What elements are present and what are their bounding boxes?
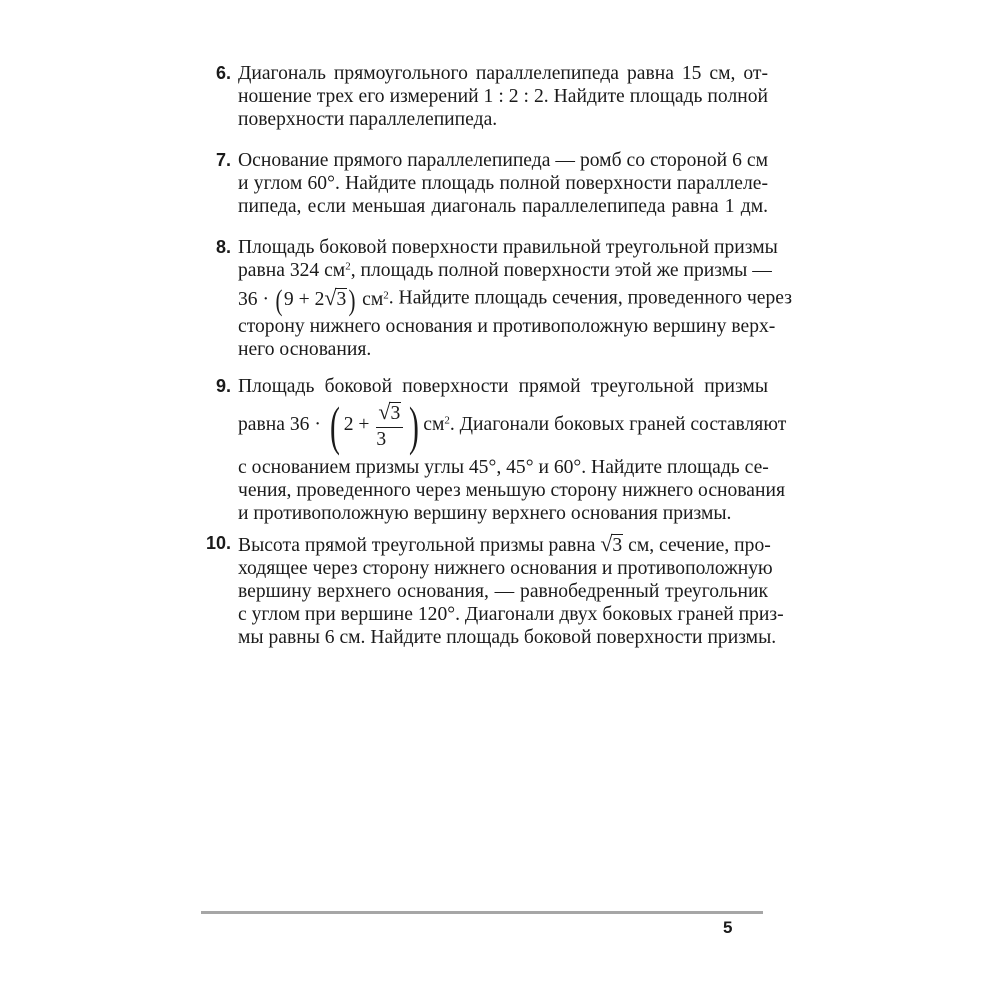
problem-number: 9. [215, 376, 231, 396]
problem-number: 7. [215, 150, 231, 170]
formula-term: 9 + 2 [283, 289, 325, 310]
problem-text-line: ношение трех его измерений 1 : 2 : 2. Найдите площадь полной [238, 86, 768, 107]
square-root [324, 282, 347, 315]
page-number: 5 [723, 918, 733, 937]
open-paren: ( [275, 283, 283, 317]
open-paren: ( [329, 395, 340, 456]
problem-number: 8. [215, 237, 231, 257]
formula-expression [238, 395, 450, 456]
problem-text-line: поверхности параллелепипеда. [238, 109, 498, 130]
text-fragment: , площадь полной поверхности этой же призмы — [350, 260, 772, 281]
text-fragment: Высота прямой треугольной призмы равна [238, 535, 601, 556]
superscript: 2 [444, 414, 450, 427]
problem-text-line: Площадь боковой поверхности прямой треугольной призмы [238, 376, 768, 397]
problem-6 [215, 62, 768, 131]
problem-7 [215, 149, 768, 218]
coefficient: 36 · [238, 289, 274, 310]
problem-text-line: Диагональ прямоугольного параллелепипеда равна 15 см, от- [238, 63, 768, 84]
problem-text-line: ходящее через сторону нижнего основания и противоположную [238, 558, 773, 579]
problem-number: 6. [215, 63, 231, 83]
formula-line [238, 282, 792, 317]
close-paren: ) [348, 283, 356, 317]
text-fragment: равна 36 · [238, 414, 326, 436]
fraction-numerator [376, 401, 403, 428]
problem-9 [215, 375, 787, 525]
problem-text-line: вершину верхнего основания, — равнобедренный треугольник [238, 581, 768, 602]
radicand: 3 [612, 535, 623, 556]
problem-8 [215, 236, 792, 361]
formula-line [238, 531, 771, 557]
problem-text-line: и противоположную вершину верхнего основания призмы. [238, 503, 732, 524]
problem-text-line: пипеда, если меньшая диагональ параллелепипеда равна 1 дм. [238, 196, 768, 217]
problem-text-line: и углом 60°. Найдите площадь полной поверхности параллеле- [238, 173, 768, 194]
fraction [376, 401, 403, 450]
problem-text-line: чения, проведенного через меньшую сторону нижнего основания [238, 480, 785, 501]
unit: см [423, 414, 445, 436]
text-fragment: равна 324 см [238, 260, 346, 281]
footer-divider [201, 911, 763, 914]
radicand: 3 [390, 403, 401, 425]
formula-term: 2 + [343, 414, 375, 436]
problem-text-line: Площадь боковой поверхности правильной треугольной призмы [238, 237, 778, 258]
unit: см [357, 289, 384, 310]
square-root [378, 401, 401, 425]
problem-text-line: мы равны 6 см. Найдите площадь боковой поверхности призмы. [238, 627, 777, 648]
problem-10 [205, 531, 784, 649]
text-fragment: . Диагонали боковых граней составляют [449, 414, 787, 435]
superscript: 2 [383, 289, 389, 302]
radical-icon: √ [324, 285, 337, 310]
problem-text-line: него основания. [238, 339, 372, 360]
square-root [600, 532, 623, 557]
radical-icon: √ [600, 531, 613, 556]
problem-text-line: с углом при вершине 120°. Диагонали двух боковых граней приз- [238, 604, 784, 625]
radical-icon: √ [378, 399, 391, 425]
superscript: 2 [345, 260, 351, 273]
text-fragment: . Найдите площадь сечения, проведенного через [388, 287, 792, 309]
text-fragment: см, сечение, про- [623, 535, 771, 556]
close-paren: ) [409, 395, 420, 456]
problem-text-line: с основанием призмы углы 45°, 45° и 60°. Найдите площадь се- [238, 457, 769, 478]
formula-line [238, 395, 787, 456]
problem-text-line [238, 259, 772, 282]
formula-expression [238, 282, 389, 316]
problem-text-line: сторону нижнего основания и противоположную вершину верх- [238, 316, 776, 337]
radicand: 3 [336, 289, 347, 310]
problem-text-line: Основание прямого параллелепипеда — ромб со стороной 6 см [238, 150, 768, 171]
fraction-denominator: 3 [376, 429, 387, 451]
problem-number: 10. [205, 533, 231, 553]
